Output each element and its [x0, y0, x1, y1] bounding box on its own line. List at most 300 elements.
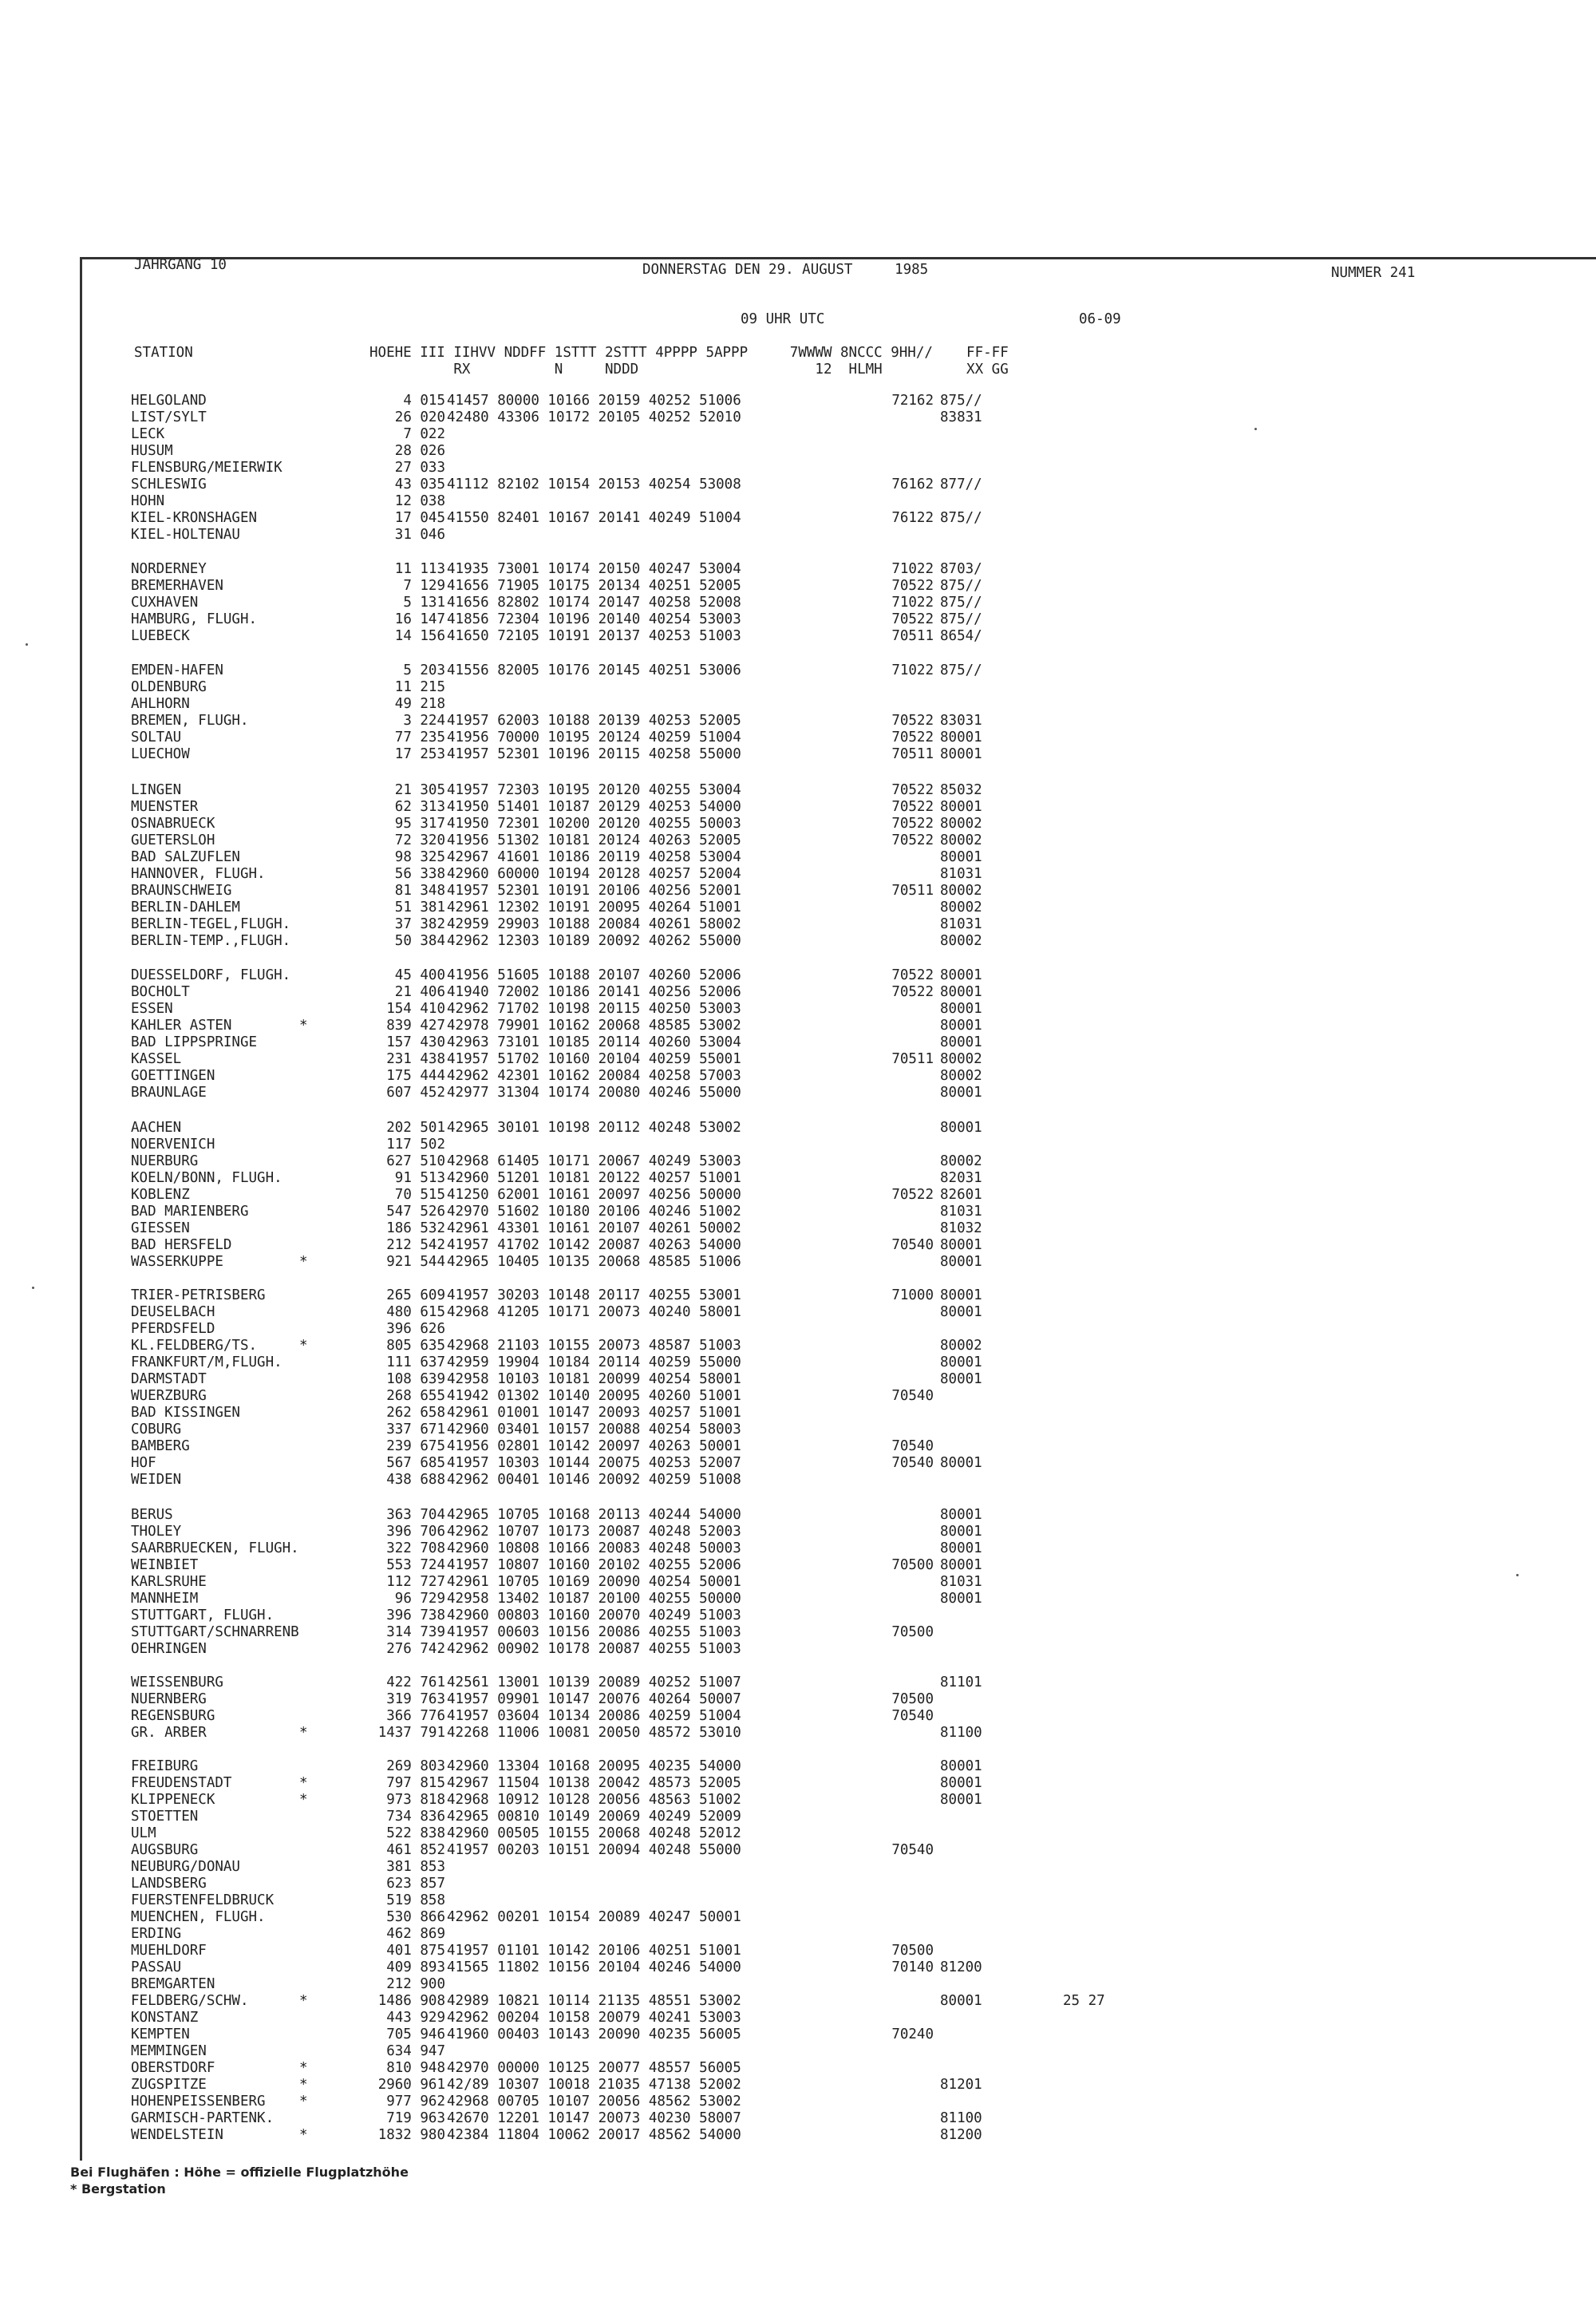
station-name: WUERZBURG	[131, 1388, 207, 1404]
station-name: STUTTGART/SCHNARRENB	[131, 1624, 299, 1640]
group-8nccc: 80002	[940, 933, 982, 949]
group-8nccc: 80001	[940, 1591, 982, 1607]
height-station-code: 262 658	[386, 1405, 445, 1421]
height-station-code: 839 427	[386, 1018, 445, 1034]
synop-groups: 42960 10808 10166 20083 40248 50003	[447, 1540, 741, 1556]
height-station-code: 154 410	[386, 1001, 445, 1017]
table-row	[0, 713, 1516, 730]
station-name: GR. ARBER	[131, 1725, 207, 1741]
synop-groups: 42958 13402 10187 20100 40255 50000	[447, 1591, 741, 1607]
height-station-code: 12 038	[394, 493, 445, 509]
synop-groups: 42960 51201 10181 20122 40257 51001	[447, 1170, 741, 1186]
group-8nccc: 80001	[940, 1120, 982, 1136]
synop-groups: 42960 00505 10155 20068 40248 52012	[447, 1825, 741, 1841]
station-name: KEMPTEN	[131, 2026, 190, 2042]
height-station-code: 1832 980	[377, 2127, 445, 2143]
group-7wwww: 70522	[891, 799, 934, 815]
station-name: KLIPPENECK	[131, 1792, 215, 1808]
synop-groups: 41960 00403 10143 20090 40235 56005	[447, 2026, 741, 2042]
table-row	[0, 1018, 1516, 1034]
table-row	[0, 1304, 1516, 1321]
station-name: BAD HERSFELD	[131, 1237, 232, 1253]
table-row	[0, 1909, 1516, 1926]
station-name: NUERNBERG	[131, 1691, 207, 1707]
station-name: HAMBURG, FLUGH.	[131, 611, 258, 627]
mountain-marker: *	[299, 2094, 308, 2109]
table-row	[0, 832, 1516, 849]
height-station-code: 553 724	[386, 1557, 445, 1573]
scan-speck	[32, 1287, 34, 1289]
station-name: FRANKFURT/M,FLUGH.	[131, 1354, 282, 1370]
synop-groups: 42967 41601 10186 20119 40258 53004	[447, 849, 741, 865]
table-row	[0, 1557, 1516, 1574]
height-station-code: 401 875	[386, 1943, 445, 1959]
group-8nccc: 81100	[940, 1725, 982, 1741]
group-7wwww: 71000	[891, 1287, 934, 1303]
station-name: KOBLENZ	[131, 1187, 190, 1203]
synop-groups: 41957 03604 10134 20086 40259 51004	[447, 1708, 741, 1724]
height-station-code: 72 320	[394, 832, 445, 848]
synop-groups: 42961 01001 10147 20093 40257 51001	[447, 1405, 741, 1421]
group-8nccc: 875//	[940, 595, 982, 611]
table-row	[0, 527, 1516, 544]
station-name: BAD KISSINGEN	[131, 1405, 240, 1421]
synop-groups: 42977 31304 10174 20080 40246 55000	[447, 1085, 741, 1101]
synop-groups: 41565 11802 10156 20104 40246 54000	[447, 1959, 741, 1975]
group-7wwww: 70522	[891, 832, 934, 848]
group-8nccc: 82601	[940, 1187, 982, 1203]
synop-groups: 41957 09901 10147 20076 40264 50007	[447, 1691, 741, 1707]
footnote-mountain: * Bergstation	[70, 2181, 166, 2196]
synop-groups: 42959 19904 10184 20114 40259 55000	[447, 1354, 741, 1370]
group-8nccc: 875//	[940, 611, 982, 627]
synop-groups: 42384 11804 10062 20017 48562 54000	[447, 2127, 741, 2143]
height-station-code: 3 224	[403, 713, 445, 729]
station-name: MANNHEIM	[131, 1591, 199, 1607]
station-name: KL.FELDBERG/TS.	[131, 1338, 258, 1354]
group-8nccc: 80001	[940, 1287, 982, 1303]
station-name: BREMEN, FLUGH.	[131, 713, 249, 729]
group-7wwww: 70522	[891, 1187, 934, 1203]
group-7wwww: 70540	[891, 1388, 934, 1404]
station-name: OSNABRUECK	[131, 816, 215, 832]
group-8nccc: 80001	[940, 1371, 982, 1387]
table-row	[0, 1472, 1516, 1489]
station-name: FREUDENSTADT	[131, 1775, 232, 1791]
station-name: BAD LIPPSPRINGE	[131, 1034, 258, 1050]
station-name: ULM	[131, 1825, 156, 1841]
height-station-code: 396 706	[386, 1524, 445, 1540]
group-8nccc: 83031	[940, 713, 982, 729]
height-station-code: 112 727	[386, 1574, 445, 1590]
table-row	[0, 1170, 1516, 1187]
observation-time: 09 UHR UTC	[741, 311, 825, 327]
synop-groups: 41250 62001 10161 20097 40256 50000	[447, 1187, 741, 1203]
height-station-code: 7 022	[403, 426, 445, 442]
scan-speck	[1516, 1574, 1519, 1576]
group-7wwww: 71022	[891, 561, 934, 577]
height-station-code: 45 400	[394, 967, 445, 983]
table-row	[0, 2094, 1516, 2110]
group-8nccc: 85032	[940, 782, 982, 798]
group-8nccc: 81101	[940, 1675, 982, 1690]
height-station-code: 62 313	[394, 799, 445, 815]
synop-groups: 41957 00203 10151 20094 40248 55000	[447, 1842, 741, 1858]
table-row	[0, 476, 1516, 493]
synop-groups: 41556 82005 10176 20145 40251 53006	[447, 662, 741, 678]
table-row	[0, 1809, 1516, 1825]
station-name: HUSUM	[131, 443, 173, 459]
station-name: BERLIN-DAHLEM	[131, 900, 240, 915]
table-row	[0, 730, 1516, 746]
station-name: MUENCHEN, FLUGH.	[131, 1909, 266, 1925]
synop-groups: 41940 72002 10186 20141 40256 52006	[447, 984, 741, 1000]
station-name: AUGSBURG	[131, 1842, 199, 1858]
height-station-code: 98 325	[394, 849, 445, 865]
group-7wwww: 70240	[891, 2026, 934, 2042]
station-name: BREMGARTEN	[131, 1976, 215, 1992]
station-name: WENDELSTEIN	[131, 2127, 223, 2143]
height-station-code: 480 615	[386, 1304, 445, 1320]
synop-groups: 42978 79901 10162 20068 48585 53002	[447, 1018, 741, 1034]
table-row	[0, 1321, 1516, 1338]
station-name: LANDSBERG	[131, 1876, 207, 1892]
group-8nccc: 81200	[940, 2127, 982, 2143]
station-name: SAARBRUECKEN, FLUGH.	[131, 1540, 299, 1556]
height-station-code: 157 430	[386, 1034, 445, 1050]
table-row	[0, 1438, 1516, 1455]
station-name: THOLEY	[131, 1524, 182, 1540]
table-row	[0, 1254, 1516, 1271]
table-row	[0, 460, 1516, 476]
group-8nccc: 81031	[940, 1574, 982, 1590]
synop-groups: 42480 43306 10172 20105 40252 52010	[447, 409, 741, 425]
table-row	[0, 1338, 1516, 1354]
group-8nccc: 80001	[940, 1237, 982, 1253]
synop-groups: 41656 82802 10174 20147 40258 52008	[447, 595, 741, 611]
group-8nccc: 80001	[940, 1034, 982, 1050]
table-row	[0, 1574, 1516, 1591]
height-station-code: 14 156	[394, 628, 445, 644]
station-name: ZUGSPITZE	[131, 2077, 207, 2093]
table-row	[0, 1405, 1516, 1421]
table-row	[0, 1354, 1516, 1371]
group-8nccc: 80001	[940, 1792, 982, 1808]
synop-groups: 41457 80000 10166 20159 40252 51006	[447, 393, 741, 409]
group-7wwww: 70500	[891, 1691, 934, 1707]
station-name: STOETTEN	[131, 1809, 199, 1825]
table-row	[0, 595, 1516, 611]
station-name: BERLIN-TEGEL,FLUGH.	[131, 916, 291, 932]
synop-groups: 42965 10405 10135 20068 48585 51006	[447, 1254, 741, 1270]
group-8nccc: 80001	[940, 730, 982, 745]
table-row	[0, 1001, 1516, 1018]
height-station-code: 719 963	[386, 2110, 445, 2126]
synop-groups: 42968 21103 10155 20073 48587 51003	[447, 1338, 741, 1354]
height-station-code: 56 338	[394, 866, 445, 882]
group-8nccc: 80002	[940, 832, 982, 848]
height-station-code: 265 609	[386, 1287, 445, 1303]
station-name: HOF	[131, 1455, 156, 1471]
height-station-code: 212 900	[386, 1976, 445, 1992]
synop-groups: 41856 72304 10196 20140 40254 53003	[447, 611, 741, 627]
table-row	[0, 1287, 1516, 1304]
group-7wwww: 76162	[891, 476, 934, 492]
table-row	[0, 1892, 1516, 1909]
synop-groups: 41957 52301 10196 20115 40258 55000	[447, 746, 741, 762]
table-row	[0, 1388, 1516, 1405]
height-station-code: 381 853	[386, 1859, 445, 1875]
table-row	[0, 1876, 1516, 1892]
station-name: WASSERKUPPE	[131, 1254, 223, 1270]
table-row	[0, 1607, 1516, 1624]
height-station-code: 49 218	[394, 696, 445, 712]
height-station-code: 231 438	[386, 1051, 445, 1067]
height-station-code: 366 776	[386, 1708, 445, 1724]
station-name: PASSAU	[131, 1959, 182, 1975]
synop-groups: 42961 12302 10191 20095 40264 51001	[447, 900, 741, 915]
group-8nccc: 80002	[940, 900, 982, 915]
station-name: AACHEN	[131, 1120, 182, 1136]
group-7wwww: 70511	[891, 628, 934, 644]
group-8nccc: 80002	[940, 1068, 982, 1084]
group-8nccc: 80001	[940, 1557, 982, 1573]
station-name: KIEL-KRONSHAGEN	[131, 510, 258, 526]
height-station-code: 623 857	[386, 1876, 445, 1892]
group-8nccc: 80002	[940, 1338, 982, 1354]
group-7wwww: 76122	[891, 510, 934, 526]
table-row	[0, 1792, 1516, 1809]
station-name: MEMMINGEN	[131, 2043, 207, 2059]
station-name: WEINBIET	[131, 1557, 199, 1573]
height-station-code: 268 655	[386, 1388, 445, 1404]
station-name: TRIER-PETRISBERG	[131, 1287, 266, 1303]
height-station-code: 276 742	[386, 1641, 445, 1657]
table-row	[0, 746, 1516, 763]
group-8nccc: 81201	[940, 2077, 982, 2093]
table-row	[0, 1540, 1516, 1557]
station-name: ESSEN	[131, 1001, 173, 1017]
table-row	[0, 2110, 1516, 2127]
table-row	[0, 1641, 1516, 1658]
table-row	[0, 1051, 1516, 1068]
synop-groups: 42970 51602 10180 20106 40246 51002	[447, 1204, 741, 1220]
height-station-code: 77 235	[394, 730, 445, 745]
mountain-marker: *	[299, 2077, 308, 2093]
height-station-code: 11 113	[394, 561, 445, 577]
synop-groups: 42965 10705 10168 20113 40244 54000	[447, 1507, 741, 1523]
table-row	[0, 1507, 1516, 1524]
table-row	[0, 443, 1516, 460]
height-station-code: 530 866	[386, 1909, 445, 1925]
table-row	[0, 2010, 1516, 2026]
group-7wwww: 70540	[891, 1438, 934, 1454]
height-station-code: 977 962	[386, 2094, 445, 2109]
group-8nccc: 80001	[940, 1304, 982, 1320]
group-8nccc: 80001	[940, 1085, 982, 1101]
height-station-code: 337 671	[386, 1421, 445, 1437]
station-name: NEUBURG/DONAU	[131, 1859, 240, 1875]
height-station-code: 95 317	[394, 816, 445, 832]
synop-groups: 41957 41702 10142 20087 40263 54000	[447, 1237, 741, 1253]
station-name: KONSTANZ	[131, 2010, 199, 2026]
group-8nccc: 80001	[940, 1455, 982, 1471]
synop-groups: 42/89 10307 10018 21035 47138 52002	[447, 2077, 741, 2093]
group-7wwww: 70522	[891, 578, 934, 594]
station-name: BRAUNLAGE	[131, 1085, 207, 1101]
table-row	[0, 1859, 1516, 1876]
synop-groups: 42962 00201 10154 20089 40247 50001	[447, 1909, 741, 1925]
table-row	[0, 611, 1516, 628]
mountain-marker: *	[299, 1338, 308, 1354]
group-7wwww: 70140	[891, 1959, 934, 1975]
mountain-marker: *	[299, 1254, 308, 1270]
station-name: LUECHOW	[131, 746, 190, 762]
table-row	[0, 1153, 1516, 1170]
synop-groups: 42268 11006 10081 20050 48572 53010	[447, 1725, 741, 1741]
group-7wwww: 70522	[891, 713, 934, 729]
height-station-code: 461 852	[386, 1842, 445, 1858]
synop-groups: 42961 43301 10161 20107 40261 50002	[447, 1220, 741, 1236]
group-8nccc: 875//	[940, 578, 982, 594]
group-7wwww: 71022	[891, 595, 934, 611]
synop-groups: 41957 72303 10195 20120 40255 53004	[447, 782, 741, 798]
table-row	[0, 1034, 1516, 1051]
table-row	[0, 916, 1516, 933]
group-7wwww: 70511	[891, 1051, 934, 1067]
station-name: BOCHOLT	[131, 984, 190, 1000]
station-name: BERLIN-TEMP.,FLUGH.	[131, 933, 291, 949]
height-station-code: 269 803	[386, 1758, 445, 1774]
table-row	[0, 578, 1516, 595]
station-name: REGENSBURG	[131, 1708, 215, 1724]
table-row	[0, 1455, 1516, 1472]
synop-groups: 42970 00000 10125 20077 48557 56005	[447, 2060, 741, 2076]
group-7wwww: 70522	[891, 611, 934, 627]
synop-groups: 41957 30203 10148 20117 40255 53001	[447, 1287, 741, 1303]
height-station-code: 17 045	[394, 510, 445, 526]
station-name: HELGOLAND	[131, 393, 207, 409]
synop-groups: 41942 01302 10140 20095 40260 51001	[447, 1388, 741, 1404]
synop-groups: 41957 01101 10142 20106 40251 51001	[447, 1943, 741, 1959]
synop-groups: 42962 10707 10173 20087 40248 52003	[447, 1524, 741, 1540]
footnote-airport: Bei Flughäfen : Höhe = offizielle Flugplatzhöhe	[70, 2165, 409, 2180]
table-row	[0, 1943, 1516, 1959]
synop-groups: 42561 13001 10139 20089 40252 51007	[447, 1675, 741, 1690]
group-8nccc: 80001	[940, 1993, 982, 2009]
table-row	[0, 1842, 1516, 1859]
height-station-code: 797 815	[386, 1775, 445, 1791]
station-name: SCHLESWIG	[131, 476, 207, 492]
station-name: KASSEL	[131, 1051, 182, 1067]
table-row	[0, 816, 1516, 832]
group-8nccc: 81031	[940, 1204, 982, 1220]
group-8nccc: 81031	[940, 866, 982, 882]
table-row	[0, 782, 1516, 799]
synop-groups: 42968 00705 10107 20056 48562 53002	[447, 2094, 741, 2109]
height-station-code: 396 738	[386, 1607, 445, 1623]
table-row	[0, 984, 1516, 1001]
height-station-code: 522 838	[386, 1825, 445, 1841]
table-row	[0, 1775, 1516, 1792]
group-7wwww: 70522	[891, 816, 934, 832]
table-row	[0, 849, 1516, 866]
group-8nccc: 80001	[940, 1507, 982, 1523]
mountain-marker: *	[299, 2060, 308, 2076]
station-name: LECK	[131, 426, 165, 442]
height-station-code: 239 675	[386, 1438, 445, 1454]
station-name: DEUSELBACH	[131, 1304, 215, 1320]
height-station-code: 627 510	[386, 1153, 445, 1169]
synop-groups: 42958 10103 10181 20099 40254 58001	[447, 1371, 741, 1387]
table-row	[0, 1237, 1516, 1254]
synop-groups: 41550 82401 10167 20141 40249 51004	[447, 510, 741, 526]
synop-groups: 42963 73101 10185 20114 40260 53004	[447, 1034, 741, 1050]
synop-groups: 42670 12201 10147 20073 40230 58007	[447, 2110, 741, 2126]
synop-groups: 41957 52301 10191 20106 40256 52001	[447, 883, 741, 899]
station-name: KIEL-HOLTENAU	[131, 527, 240, 543]
table-row	[0, 2043, 1516, 2060]
station-name: FLENSBURG/MEIERWIK	[131, 460, 282, 476]
group-8nccc: 81031	[940, 916, 982, 932]
height-station-code: 422 761	[386, 1675, 445, 1690]
group-8nccc: 80002	[940, 816, 982, 832]
synop-groups: 41112 82102 10154 20153 40254 53008	[447, 476, 741, 492]
gust-ff: 25 27	[1063, 1993, 1105, 2009]
height-station-code: 7 129	[403, 578, 445, 594]
table-row	[0, 799, 1516, 816]
synop-groups: 42968 41205 10171 20073 40240 58001	[447, 1304, 741, 1320]
height-station-code: 5 203	[403, 662, 445, 678]
height-station-code: 2960 961	[377, 2077, 445, 2093]
group-8nccc: 80001	[940, 1524, 982, 1540]
height-station-code: 212 542	[386, 1237, 445, 1253]
mountain-marker: *	[299, 2127, 308, 2143]
station-name: DUESSELDORF, FLUGH.	[131, 967, 291, 983]
group-7wwww: 70540	[891, 1708, 934, 1724]
station-name: COBURG	[131, 1421, 182, 1437]
station-name: DARMSTADT	[131, 1371, 207, 1387]
group-8nccc: 875//	[940, 510, 982, 526]
station-name: FREIBURG	[131, 1758, 199, 1774]
height-station-code: 363 704	[386, 1507, 445, 1523]
table-row	[0, 679, 1516, 696]
station-name: OBERSTDORF	[131, 2060, 215, 2076]
group-8nccc: 8703/	[940, 561, 982, 577]
station-name: MUEHLDORF	[131, 1943, 207, 1959]
height-station-code: 26 020	[394, 409, 445, 425]
station-name: GOETTINGEN	[131, 1068, 215, 1084]
table-row	[0, 1421, 1516, 1438]
height-station-code: 805 635	[386, 1338, 445, 1354]
station-name: NUERBURG	[131, 1153, 199, 1169]
station-name: WEIDEN	[131, 1472, 182, 1488]
station-name: HANNOVER, FLUGH.	[131, 866, 266, 882]
group-7wwww: 70500	[891, 1557, 934, 1573]
period-label: 06-09	[1079, 311, 1121, 327]
column-header-line2: RX N NDDD 12 HLMH XX GG	[134, 362, 1009, 378]
station-name: GARMISCH-PARTENK.	[131, 2110, 275, 2126]
height-station-code: 37 382	[394, 916, 445, 932]
synop-groups: 41656 71905 10175 20134 40251 52005	[447, 578, 741, 594]
group-8nccc: 80001	[940, 1354, 982, 1370]
height-station-code: 16 147	[394, 611, 445, 627]
table-row	[0, 1137, 1516, 1153]
height-station-code: 108 639	[386, 1371, 445, 1387]
height-station-code: 519 858	[386, 1892, 445, 1908]
group-8nccc: 80002	[940, 1153, 982, 1169]
group-7wwww: 70500	[891, 1624, 934, 1640]
